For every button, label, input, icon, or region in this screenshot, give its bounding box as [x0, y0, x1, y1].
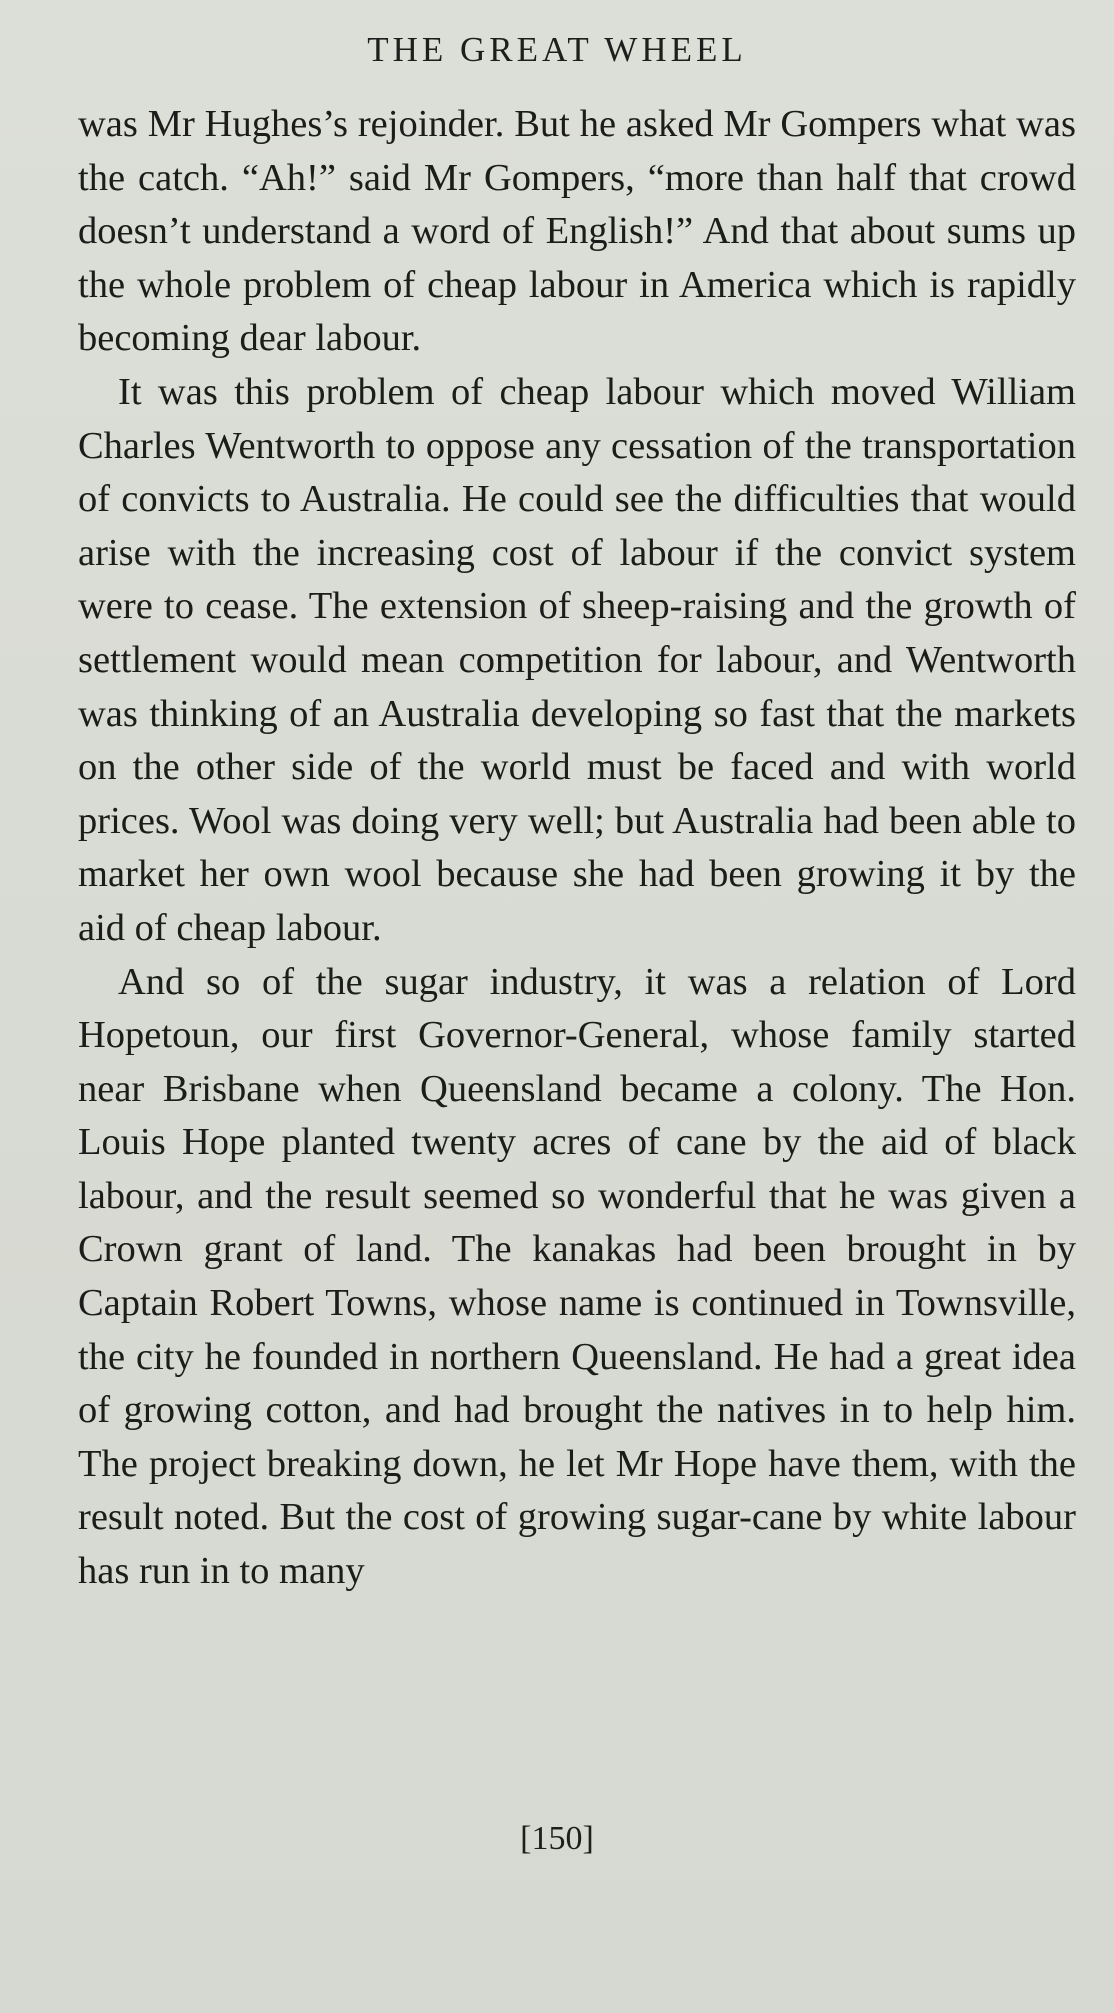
paragraph-1: was Mr Hughes’s rejoinder. But he asked Mr Gompers what was the catch. “Ah!” said Mr Gompers, “more than half that crowd doesn’t understand a word of English!” And that about sums up the whole problem of cheap labour in America which is rapidly becoming dear labour. [78, 103, 1076, 360]
body-text [78, 98, 1076, 1599]
paragraph-2: It was this problem of cheap labour which moved William Charles Wentworth to oppose any cessation of the transportation of convicts to Australia. He could see the difficulties that would arise with the increasing cost of labour if the convict system were to cease. The extension of sheep-raising and the growth of settlement would mean competition for labour, and Wentworth was thinking of an Australia developing so fast that the markets on the other side of the world must be faced and with world prices. Wool was doing very well; but Australia had been able to market her own wool because she had been growing it by the aid of cheap labour. [78, 370, 1076, 949]
paragraph-3: And so of the sugar industry, it was a relation of Lord Hopetoun, our first Governor-General, whose family started near Brisbane when Queensland became a colony. The Hon. Louis Hope planted twenty acres of cane by the aid of black labour, and the result seemed so wonderful that he was given a Crown grant of land. The kanakas had been brought in by Captain Robert Towns, whose name is continued in Townsville, the city he founded in northern Queensland. He had a great idea of growing cotton, and had brought the natives in to help him. The project breaking down, he let Mr Hope have them, with the result noted. But the cost of growing sugar-cane by white labour has run in to many [78, 960, 1076, 1593]
running-head: THE GREAT WHEEL [367, 30, 747, 69]
page-number: [150] [520, 1820, 594, 1857]
